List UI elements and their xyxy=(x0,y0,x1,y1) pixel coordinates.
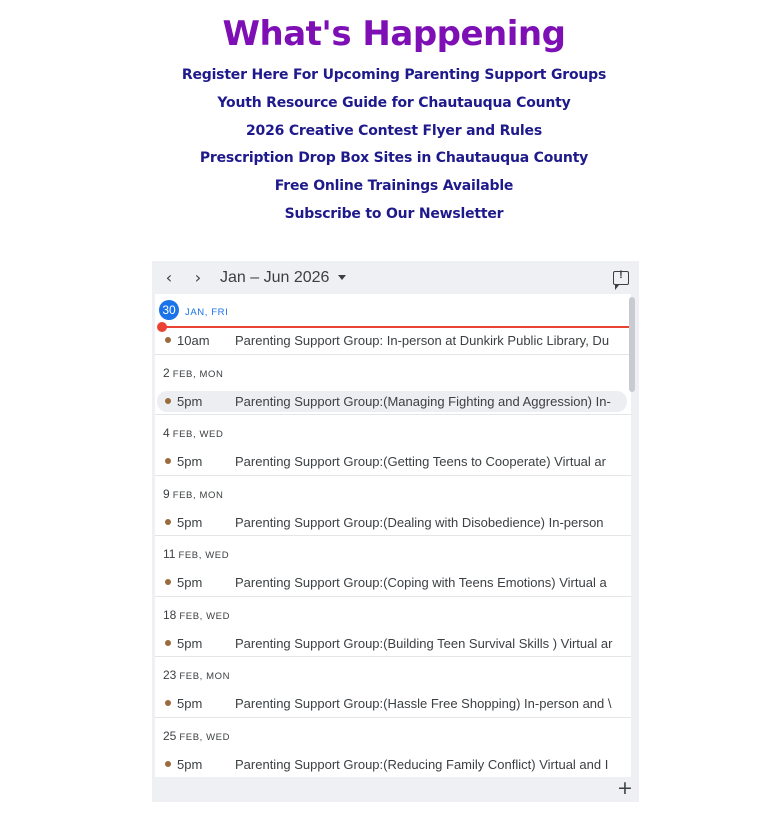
link-creative-contest[interactable]: 2026 Creative Contest Flyer and Rules xyxy=(246,122,542,139)
event-item[interactable] xyxy=(157,512,627,533)
day-number: 2 xyxy=(163,365,170,380)
agenda-day xyxy=(155,718,631,778)
agenda-list[interactable] xyxy=(155,294,631,777)
event-item[interactable] xyxy=(157,754,627,775)
chevron-right-icon[interactable]: › xyxy=(194,268,202,287)
scrollbar[interactable] xyxy=(629,297,635,392)
event-title: Parenting Support Group:(Hassle Free Shopping) In-person and \ xyxy=(235,696,612,711)
event-time: 5pm xyxy=(177,756,203,772)
date-range-label: Jan – Jun 2026 xyxy=(220,269,330,286)
day-label[interactable] xyxy=(163,547,229,561)
agenda-day xyxy=(155,415,631,476)
page-title: What's Happening xyxy=(222,14,566,54)
day-name: FEB, WED xyxy=(179,610,231,622)
event-item[interactable] xyxy=(157,693,627,714)
day-label[interactable] xyxy=(163,608,230,622)
event-time: 5pm xyxy=(177,514,203,530)
event-title: Parenting Support Group:(Reducing Family Conflict) Virtual and I xyxy=(235,756,609,772)
event-item[interactable] xyxy=(157,572,627,593)
day-number: 30 xyxy=(159,300,179,320)
event-title: Parenting Support Group: In-person at Dunkirk Public Library, Du xyxy=(235,333,610,348)
date-range-selector[interactable] xyxy=(220,269,346,287)
day-name: FEB, WED xyxy=(178,550,230,561)
day-name: JAN, FRI xyxy=(185,307,229,319)
day-number: 23 xyxy=(163,668,177,682)
event-color-dot xyxy=(165,761,171,767)
agenda-day xyxy=(155,294,631,355)
day-number: 11 xyxy=(163,547,176,561)
event-color-dot xyxy=(165,458,171,464)
link-free-online-trainings[interactable]: Free Online Trainings Available xyxy=(274,178,514,195)
event-item[interactable] xyxy=(157,391,627,412)
link-newsletter[interactable]: Subscribe to Our Newsletter xyxy=(284,205,504,222)
caret-down-icon xyxy=(338,275,346,280)
link-parenting-support-groups[interactable]: Register Here For Upcoming Parenting Support Groups xyxy=(181,67,607,83)
day-name: FEB, WED xyxy=(179,731,231,743)
event-time: 5pm xyxy=(177,575,203,590)
event-time: 5pm xyxy=(177,393,203,409)
event-title: Parenting Support Group:(Dealing with Disobedience) In-person xyxy=(235,514,604,530)
agenda-day xyxy=(155,657,631,718)
day-label[interactable] xyxy=(163,487,223,501)
event-time: 5pm xyxy=(177,635,203,651)
event-color-dot xyxy=(165,519,171,525)
day-name: FEB, MON xyxy=(172,368,224,380)
day-label[interactable] xyxy=(163,426,223,440)
chevron-left-icon[interactable]: ‹ xyxy=(165,268,173,287)
event-title: Parenting Support Group:(Getting Teens to Cooperate) Virtual ar xyxy=(235,454,606,469)
calendar-header xyxy=(152,261,639,295)
event-item[interactable] xyxy=(157,633,627,654)
agenda-day xyxy=(155,597,631,658)
day-label[interactable] xyxy=(163,366,223,380)
day-name: FEB, WED xyxy=(172,429,224,440)
event-color-dot xyxy=(165,398,171,404)
day-number: 18 xyxy=(163,607,177,622)
resource-links xyxy=(0,64,768,231)
event-title: Parenting Support Group:(Coping with Teens Emotions) Virtual a xyxy=(235,575,607,590)
day-number: 25 xyxy=(163,728,177,743)
event-item[interactable] xyxy=(157,451,627,472)
day-label[interactable] xyxy=(163,729,230,743)
feedback-icon-glyph: ! xyxy=(619,269,623,281)
event-title: Parenting Support Group:(Managing Fighting and Aggression) In- xyxy=(235,393,611,409)
event-time: 5pm xyxy=(177,454,203,469)
event-color-dot xyxy=(165,579,171,585)
day-number: 9 xyxy=(163,486,170,501)
current-time-line xyxy=(158,326,631,328)
event-item[interactable] xyxy=(157,330,627,351)
event-color-dot xyxy=(165,640,171,646)
link-prescription-drop-box[interactable]: Prescription Drop Box Sites in Chautauqua County xyxy=(199,150,589,167)
day-label[interactable] xyxy=(163,305,228,320)
calendar-widget xyxy=(152,261,639,802)
day-name: FEB, MON xyxy=(172,489,224,501)
event-time: 5pm xyxy=(177,696,203,711)
event-color-dot xyxy=(165,700,171,706)
event-color-dot xyxy=(165,337,171,343)
plus-icon[interactable]: + xyxy=(617,777,633,799)
event-time: 10am xyxy=(177,333,210,348)
feedback-icon[interactable] xyxy=(613,271,629,285)
agenda-day xyxy=(155,536,631,597)
agenda-day xyxy=(155,476,631,537)
link-youth-resource-guide[interactable]: Youth Resource Guide for Chautauqua County xyxy=(217,94,571,111)
agenda-day xyxy=(155,355,631,416)
day-number: 4 xyxy=(163,426,170,440)
day-label[interactable] xyxy=(163,668,230,682)
day-name: FEB, MON xyxy=(179,671,231,682)
event-title: Parenting Support Group:(Building Teen Survival Skills ) Virtual ar xyxy=(235,635,613,651)
